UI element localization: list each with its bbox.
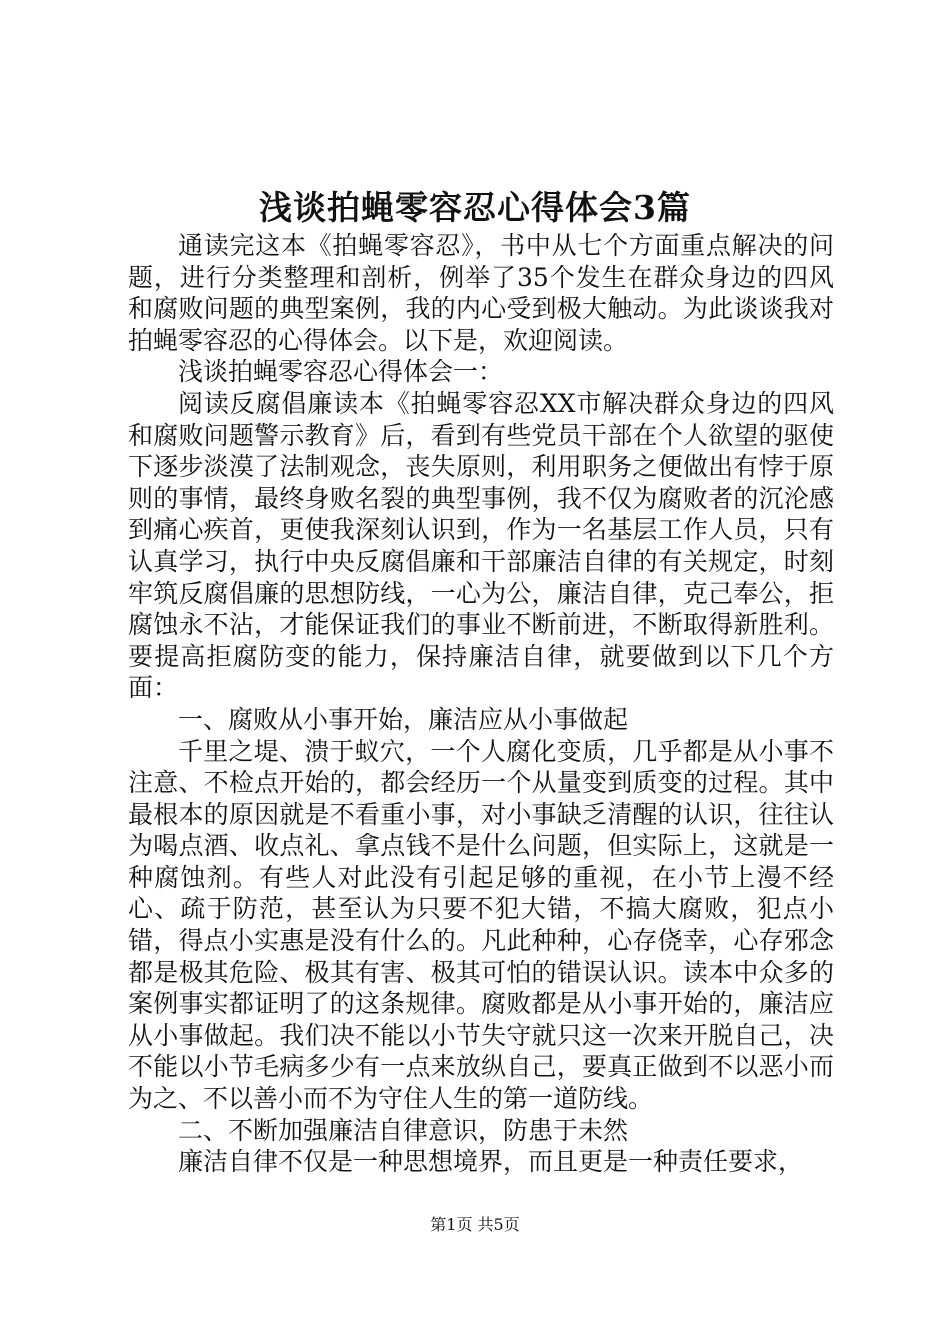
document-body [128, 230, 834, 1178]
intro-paragraph: 通读完这本《拍蝇零容忍》，书中从七个方面重点解决的问题，进行分类整理和剖析，例举了35个发生在群众身边的四风和腐败问题的典型案例，我的内心受到极大触动。为此谈谈我对拍蝇零容忍的心得体会。以下是，欢迎阅读。 [128, 231, 834, 355]
section-heading-part-one: 浅谈拍蝇零容忍心得体会一： [178, 357, 504, 387]
subheading-two: 二、不断加强廉洁自律意识，防患于未然 [178, 1115, 629, 1145]
body-paragraph: 阅读反腐倡廉读本《拍蝇零容忍XX市解决群众身边的四风和腐败问题警示教育》后，看到有些党员干部在个人欲望的驱使下逐步淡漠了法制观念，丧失原则，利用职务之便做出有悖于原则的事情，最终身败名裂的典型事例，我不仅为腐败者的沉沦感到痛心疾首，更使我深刻认识到，作为一名基层工作人员，只有认真学习，执行中央反腐倡廉和干部廉洁自律的有关规定，时刻牢筑反腐倡廉的思想防线，一心为公，廉洁自律，克己奉公，拒腐蚀永不沾，才能保证我们的事业不断前进，不断取得新胜利。要提高拒腐防变的能力，保持廉洁自律，就要做到以下几个方面： [128, 388, 834, 703]
subheading-one: 一、腐败从小事开始，廉洁应从小事做起 [178, 704, 629, 734]
body-paragraph: 廉洁自律不仅是一种思想境界，而且更是一种责任要求， [178, 1147, 804, 1177]
document-title: 浅谈拍蝇零容忍心得体会3篇 [259, 188, 691, 227]
body-paragraph: 千里之堤、溃于蚁穴，一个人腐化变质，几乎都是从小事不注意、不检点开始的，都会经历一个从量变到质变的过程。其中最根本的原因就是不看重小事，对小事缺乏清醒的认识，往往认为喝点酒、收点礼、拿点钱不是什么问题，但实际上，这就是一种腐蚀剂。有些人对此没有引起足够的重视，在小节上漫不经心、疏于防范，甚至认为只要不犯大错，不搞大腐败，犯点小错，得点小实惠是没有什么的。凡此种种，心存侥幸，心存邪念都是极其危险、极其有害、极其可怕的错误认识。读本中众多的案例事实都证明了的这条规律。腐败都是从小事开始的，廉洁应从小事做起。我们决不能以小节失守就只这一次来开脱自己，决不能以小节毛病多少有一点来放纵自己，要真正做到不以恶小而为之、不以善小而不为守住人生的第一道防线。 [128, 736, 834, 1114]
page-footer: 第1页 共5页 [430, 1215, 520, 1234]
